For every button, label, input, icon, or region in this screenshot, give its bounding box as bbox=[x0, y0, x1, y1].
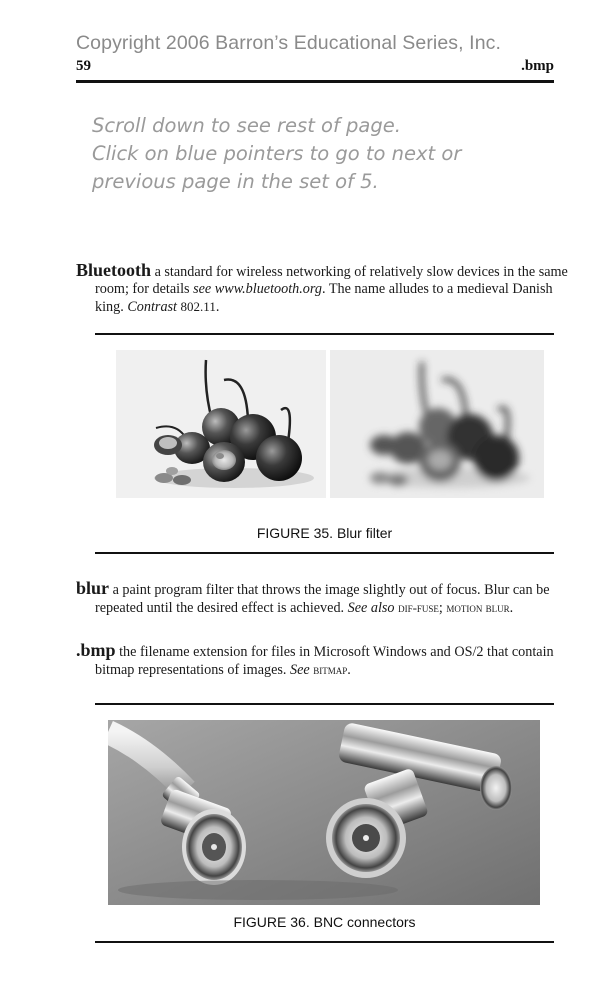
xref-diffuse[interactable]: dif-fuse bbox=[398, 600, 439, 615]
entry-bmp: .bmp the filename extension for files in Microsoft Windows and OS/2 that contain bitmap representations of images. See bitmap. bbox=[76, 640, 554, 678]
contrast-label: Contrast bbox=[127, 299, 177, 315]
entry-term-blur: blur bbox=[76, 578, 110, 598]
entry-text: the filename extension for files in Microsoft Windows and OS/2 that contain bitmap representations of images. bbox=[95, 644, 554, 678]
xref-bitmap[interactable]: bitmap bbox=[313, 662, 348, 677]
see-also-label: See also bbox=[347, 600, 395, 616]
entry-term-bluetooth: Bluetooth bbox=[76, 260, 152, 280]
figure-36-caption: FIGURE 36. BNC connectors bbox=[233, 914, 416, 930]
xref-motion-blur[interactable]: motion blur bbox=[446, 600, 510, 615]
header-rule bbox=[76, 80, 554, 83]
figure-35-top-rule bbox=[95, 333, 554, 335]
cherries-sharp-photo bbox=[116, 350, 326, 498]
see-label: See bbox=[290, 662, 310, 678]
running-header bbox=[76, 58, 554, 75]
figure-35-bottom-rule bbox=[95, 552, 554, 554]
xref-802-11[interactable]: 802.11 bbox=[180, 299, 216, 314]
entry-text: a standard for wireless networking of relatively slow devices in the same room; for details bbox=[95, 264, 568, 297]
figure-36-top-rule bbox=[95, 703, 554, 705]
cherries-blurred-photo bbox=[330, 350, 544, 498]
entry-text: . The name alludes to a medieval Danish king. bbox=[95, 281, 553, 315]
figure-35-caption: FIGURE 35. Blur filter bbox=[256, 525, 393, 541]
figure-36-bottom-rule bbox=[95, 941, 554, 943]
instruction-line-2: Click on blue pointers to go to next or bbox=[92, 142, 462, 165]
copyright-notice: Copyright 2006 Barron’s Educational Series, Inc. bbox=[76, 32, 502, 54]
entry-bluetooth: Bluetooth a standard for wireless networking of relatively slow devices in the same room; for details see www.bluetooth.org. The name alludes to a medieval Danish king. Contrast 802.11. bbox=[76, 260, 568, 315]
entry-blur: blur a paint program filter that throws the image slightly out of focus. Blur can be repeated until the desired effect is achieved. See also dif-fuse; motion blur. bbox=[76, 578, 550, 616]
entry-text: a paint program filter that throws the image slightly out of focus. Blur can be repeated until the desired effect is achieved. bbox=[95, 582, 550, 616]
bnc-connectors-photo bbox=[108, 720, 540, 905]
page-number: 59 bbox=[76, 58, 91, 74]
instruction-line-3: previous page in the set of 5. bbox=[92, 170, 379, 193]
see-link-bluetooth-org[interactable]: see www.bluetooth.org bbox=[193, 281, 322, 297]
navigation-instructions bbox=[92, 112, 461, 196]
entry-term-bmp: .bmp bbox=[76, 640, 116, 660]
instruction-line-1: Scroll down to see rest of page. bbox=[92, 114, 401, 137]
running-head-term: .bmp bbox=[521, 58, 554, 74]
